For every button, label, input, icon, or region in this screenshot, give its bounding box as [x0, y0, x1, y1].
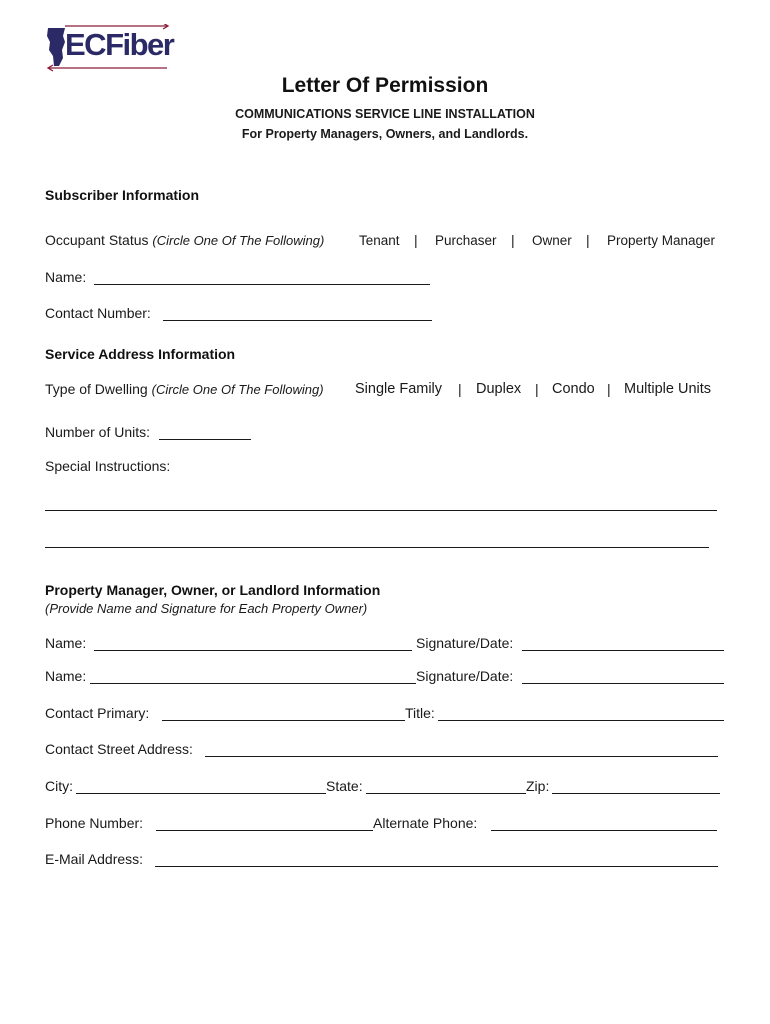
city-field[interactable]: [76, 793, 326, 794]
state-label: State:: [326, 778, 363, 794]
page-title: Letter Of Permission: [281, 74, 489, 97]
contact-primary-label: Contact Primary:: [45, 705, 150, 721]
contact-primary-field[interactable]: [162, 720, 405, 721]
dwelling-type-row: [45, 381, 324, 397]
contact-number-label: Contact Number:: [45, 305, 151, 321]
separator: |: [607, 381, 611, 397]
occupant-option-owner[interactable]: Owner: [532, 233, 572, 248]
subscriber-heading: Subscriber Information: [45, 187, 200, 203]
phone-number-field[interactable]: [156, 830, 373, 831]
zip-label: Zip:: [526, 778, 550, 794]
form-audience: For Property Managers, Owners, and Landlords.: [241, 127, 529, 141]
owner-heading: Property Manager, Owner, or Landlord Information: [45, 582, 381, 598]
dwelling-type-hint: (Circle One Of The Following): [151, 382, 324, 397]
dwelling-type-label: Type of Dwelling: [45, 381, 148, 397]
special-instructions-label: Special Instructions:: [45, 458, 171, 474]
contact-street-address-label: Contact Street Address:: [45, 741, 193, 757]
subscriber-name-label: Name:: [45, 269, 87, 285]
number-of-units-field[interactable]: [159, 439, 251, 440]
alternate-phone-label: Alternate Phone:: [373, 815, 478, 831]
occupant-option-purchaser[interactable]: Purchaser: [435, 233, 497, 248]
dwelling-option-single-family[interactable]: Single Family: [355, 381, 443, 397]
zip-field[interactable]: [552, 793, 720, 794]
logo-arrows-icon: [45, 24, 174, 72]
service-heading: Service Address Information: [45, 346, 236, 362]
email-address-field[interactable]: [155, 866, 718, 867]
owner-name-label-2: Name:: [45, 668, 87, 684]
signature-date-field-1[interactable]: [522, 650, 724, 651]
dwelling-option-multiple-units[interactable]: Multiple Units: [624, 381, 712, 397]
form-subtitle: COMMUNICATIONS SERVICE LINE INSTALLATION: [235, 107, 535, 121]
signature-date-label-2: Signature/Date:: [416, 668, 514, 684]
phone-number-label: Phone Number:: [45, 815, 144, 831]
occupant-status-row: [45, 232, 324, 248]
city-label: City:: [45, 778, 73, 794]
title-field[interactable]: [438, 720, 724, 721]
separator: |: [458, 381, 462, 397]
number-of-units-label: Number of Units:: [45, 424, 151, 440]
ecfiber-logo: [45, 24, 174, 72]
owner-name-field-2[interactable]: [90, 683, 416, 684]
occupant-status-label: Occupant Status: [45, 232, 149, 248]
subscriber-name-field[interactable]: [94, 284, 430, 285]
occupant-option-tenant[interactable]: Tenant: [359, 233, 400, 248]
contact-number-field[interactable]: [163, 320, 432, 321]
occupant-status-hint: (Circle One Of The Following): [152, 233, 325, 248]
owner-name-field-1[interactable]: [94, 650, 412, 651]
state-field[interactable]: [366, 793, 526, 794]
owner-name-label-1: Name:: [45, 635, 87, 651]
special-instructions-line-2[interactable]: [45, 547, 709, 548]
separator: |: [511, 232, 515, 248]
title-label: Title:: [405, 705, 435, 721]
email-address-label: E-Mail Address:: [45, 851, 144, 867]
special-instructions-line-1[interactable]: [45, 510, 717, 511]
separator: |: [414, 232, 418, 248]
occupant-option-property-manager[interactable]: Property Manager: [607, 233, 716, 248]
separator: |: [586, 232, 590, 248]
dwelling-option-condo[interactable]: Condo: [552, 381, 595, 397]
separator: |: [535, 381, 539, 397]
contact-street-address-field[interactable]: [205, 756, 718, 757]
logo-text: ECFiber: [65, 27, 174, 62]
owner-note: (Provide Name and Signature for Each Property Owner): [45, 601, 368, 616]
signature-date-field-2[interactable]: [522, 683, 724, 684]
dwelling-option-duplex[interactable]: Duplex: [476, 381, 522, 397]
signature-date-label-1: Signature/Date:: [416, 635, 514, 651]
alternate-phone-field[interactable]: [491, 830, 717, 831]
